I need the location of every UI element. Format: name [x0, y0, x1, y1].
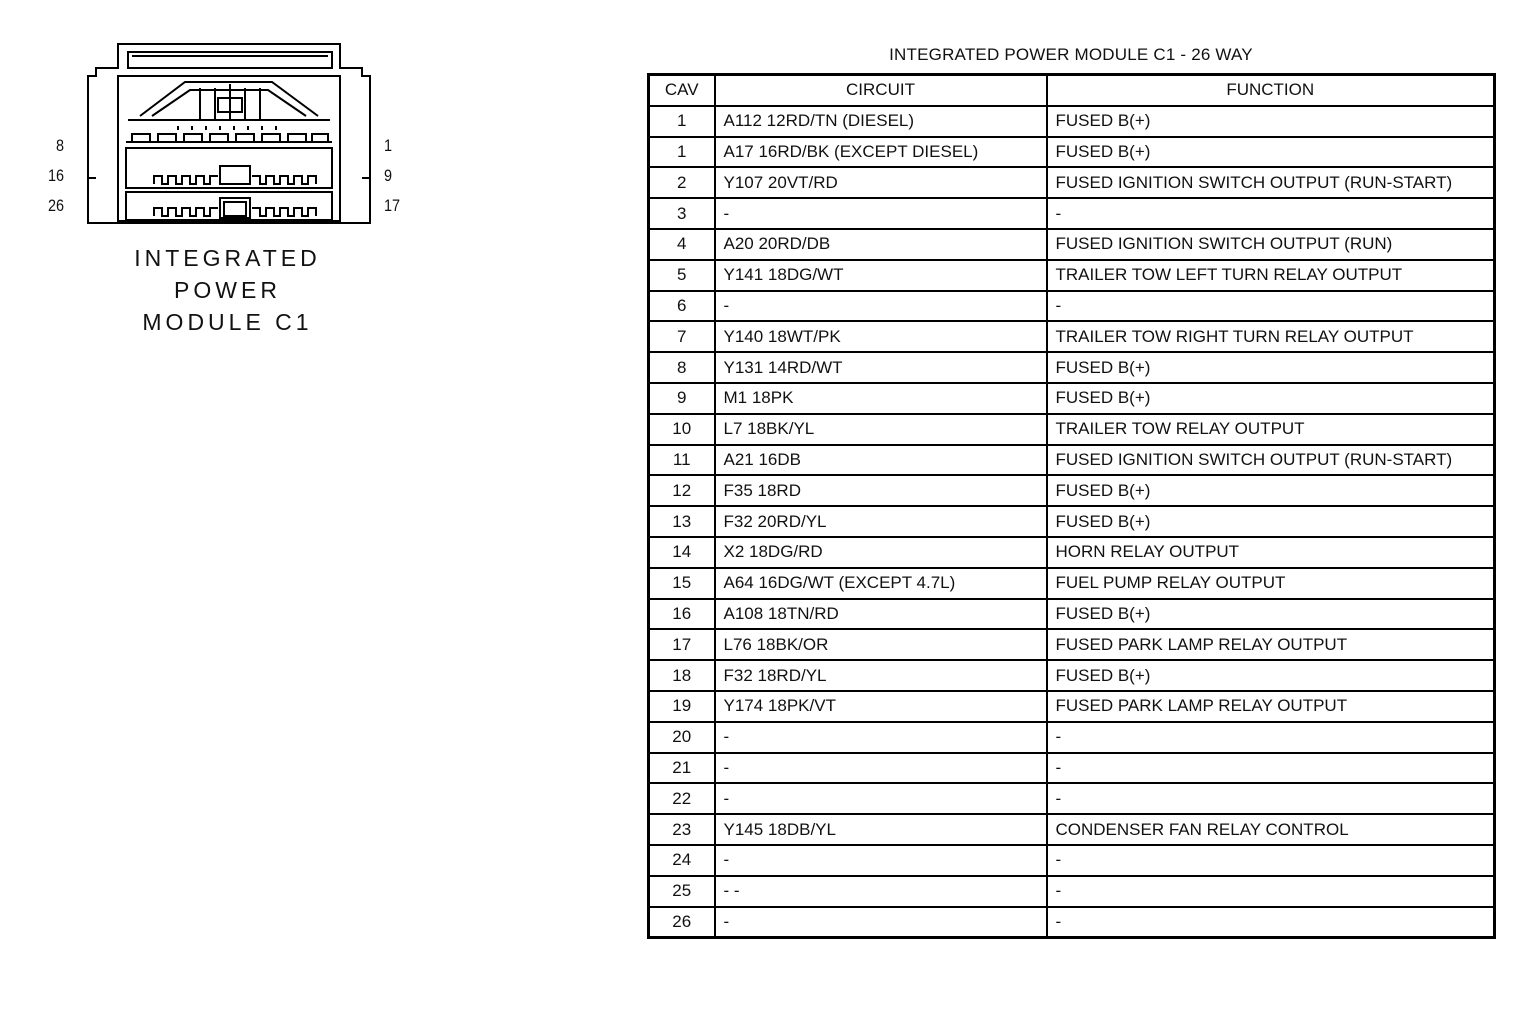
circuit-cell: L76 18BK/OR [715, 629, 1047, 660]
circuit-cell: Y174 18PK/VT [715, 691, 1047, 722]
table-row [649, 691, 1495, 722]
connector-name-line-2: POWER [174, 277, 281, 303]
function-cell: FUSED B(+) [1047, 137, 1495, 168]
table-row [649, 106, 1495, 137]
circuit-cell: A64 16DG/WT (EXCEPT 4.7L) [715, 568, 1047, 599]
cav-cell: 25 [649, 876, 715, 907]
function-cell: FUSED PARK LAMP RELAY OUTPUT [1047, 691, 1495, 722]
function-cell: FUSED IGNITION SWITCH OUTPUT (RUN) [1047, 229, 1495, 260]
circuit-cell: Y107 20VT/RD [715, 167, 1047, 198]
cav-cell: 16 [649, 599, 715, 630]
cav-cell: 14 [649, 537, 715, 568]
function-cell: FUSED B(+) [1047, 383, 1495, 414]
cav-cell: 5 [649, 260, 715, 291]
function-cell: FUSED IGNITION SWITCH OUTPUT (RUN-START) [1047, 167, 1495, 198]
table-row [649, 537, 1495, 568]
table-row [649, 167, 1495, 198]
table-row [649, 783, 1495, 814]
cav-cell: 1 [649, 106, 715, 137]
circuit-cell: L7 18BK/YL [715, 414, 1047, 445]
header-function: FUNCTION [1047, 75, 1495, 106]
function-cell: FUSED B(+) [1047, 475, 1495, 506]
function-cell: FUSED B(+) [1047, 352, 1495, 383]
function-cell: HORN RELAY OUTPUT [1047, 537, 1495, 568]
cav-cell: 26 [649, 907, 715, 938]
table-row [649, 260, 1495, 291]
cav-cell: 9 [649, 383, 715, 414]
table-row [649, 629, 1495, 660]
cav-cell: 2 [649, 167, 715, 198]
circuit-cell: - [715, 753, 1047, 784]
cav-cell: 21 [649, 753, 715, 784]
table-row [649, 876, 1495, 907]
circuit-cell: Y141 18DG/WT [715, 260, 1047, 291]
circuit-cell: - [715, 845, 1047, 876]
connector-name-line-1: INTEGRATED [134, 245, 321, 271]
pin-label-left-top: 8 [56, 136, 65, 155]
function-cell: - [1047, 783, 1495, 814]
function-cell: - [1047, 907, 1495, 938]
cav-cell: 6 [649, 291, 715, 322]
circuit-cell: - - [715, 876, 1047, 907]
cav-cell: 7 [649, 321, 715, 352]
function-cell: FUSED B(+) [1047, 599, 1495, 630]
table-row [649, 753, 1495, 784]
cav-cell: 18 [649, 660, 715, 691]
table-row [649, 722, 1495, 753]
cav-cell: 10 [649, 414, 715, 445]
table-row [649, 383, 1495, 414]
table-header-row [649, 75, 1495, 106]
circuit-cell: - [715, 291, 1047, 322]
function-cell: - [1047, 845, 1495, 876]
table-row [649, 137, 1495, 168]
function-cell: - [1047, 291, 1495, 322]
cav-cell: 23 [649, 814, 715, 845]
cav-cell: 1 [649, 137, 715, 168]
table-row [649, 475, 1495, 506]
function-cell: FUSED IGNITION SWITCH OUTPUT (RUN-START) [1047, 445, 1495, 476]
circuit-cell: F35 18RD [715, 475, 1047, 506]
circuit-cell: - [715, 722, 1047, 753]
circuit-cell: X2 18DG/RD [715, 537, 1047, 568]
circuit-cell: A17 16RD/BK (EXCEPT DIESEL) [715, 137, 1047, 168]
function-cell: - [1047, 722, 1495, 753]
circuit-cell: A112 12RD/TN (DIESEL) [715, 106, 1047, 137]
circuit-cell: F32 20RD/YL [715, 506, 1047, 537]
table-row [649, 506, 1495, 537]
table-row [649, 814, 1495, 845]
cav-cell: 11 [649, 445, 715, 476]
circuit-cell: - [715, 907, 1047, 938]
function-cell: TRAILER TOW RIGHT TURN RELAY OUTPUT [1047, 321, 1495, 352]
table-row [649, 845, 1495, 876]
cav-cell: 19 [649, 691, 715, 722]
table-row [649, 291, 1495, 322]
function-cell: CONDENSER FAN RELAY CONTROL [1047, 814, 1495, 845]
table-row [649, 660, 1495, 691]
function-cell: FUSED B(+) [1047, 660, 1495, 691]
cav-cell: 12 [649, 475, 715, 506]
circuit-cell: - [715, 783, 1047, 814]
table-row [649, 907, 1495, 938]
cav-cell: 13 [649, 506, 715, 537]
pinout-table-body [649, 106, 1495, 938]
connector-name-line-3: MODULE C1 [142, 309, 313, 335]
function-cell: - [1047, 198, 1495, 229]
pin-label-left-bottom: 26 [48, 196, 65, 215]
cav-cell: 20 [649, 722, 715, 753]
circuit-cell: A108 18TN/RD [715, 599, 1047, 630]
function-cell: - [1047, 876, 1495, 907]
circuit-cell: - [715, 198, 1047, 229]
circuit-cell: A21 16DB [715, 445, 1047, 476]
table-row [649, 568, 1495, 599]
table-title: INTEGRATED POWER MODULE C1 - 26 WAY [889, 45, 1253, 64]
circuit-cell: A20 20RD/DB [715, 229, 1047, 260]
pin-label-right-bottom: 17 [384, 196, 401, 215]
circuit-cell: F32 18RD/YL [715, 660, 1047, 691]
table-row [649, 321, 1495, 352]
circuit-cell: Y145 18DB/YL [715, 814, 1047, 845]
cav-cell: 4 [649, 229, 715, 260]
function-cell: FUEL PUMP RELAY OUTPUT [1047, 568, 1495, 599]
function-cell: TRAILER TOW LEFT TURN RELAY OUTPUT [1047, 260, 1495, 291]
pin-label-left-middle: 16 [48, 166, 65, 185]
table-row [649, 352, 1495, 383]
table-row [649, 198, 1495, 229]
cav-cell: 24 [649, 845, 715, 876]
header-cav: CAV [649, 75, 715, 106]
function-cell: FUSED B(+) [1047, 106, 1495, 137]
pin-label-right-middle: 9 [384, 166, 393, 185]
table-row [649, 414, 1495, 445]
connector-face-drawing [40, 38, 420, 238]
pin-label-right-top: 1 [384, 136, 393, 155]
cav-cell: 15 [649, 568, 715, 599]
table-row [649, 445, 1495, 476]
circuit-cell: Y140 18WT/PK [715, 321, 1047, 352]
circuit-cell: M1 18PK [715, 383, 1047, 414]
cav-cell: 22 [649, 783, 715, 814]
pinout-table [647, 73, 1496, 939]
circuit-cell: Y131 14RD/WT [715, 352, 1047, 383]
function-cell: FUSED PARK LAMP RELAY OUTPUT [1047, 629, 1495, 660]
function-cell: TRAILER TOW RELAY OUTPUT [1047, 414, 1495, 445]
table-row [649, 599, 1495, 630]
cav-cell: 8 [649, 352, 715, 383]
cav-cell: 17 [649, 629, 715, 660]
cav-cell: 3 [649, 198, 715, 229]
header-circuit: CIRCUIT [715, 75, 1047, 106]
function-cell: - [1047, 753, 1495, 784]
table-row [649, 229, 1495, 260]
function-cell: FUSED B(+) [1047, 506, 1495, 537]
